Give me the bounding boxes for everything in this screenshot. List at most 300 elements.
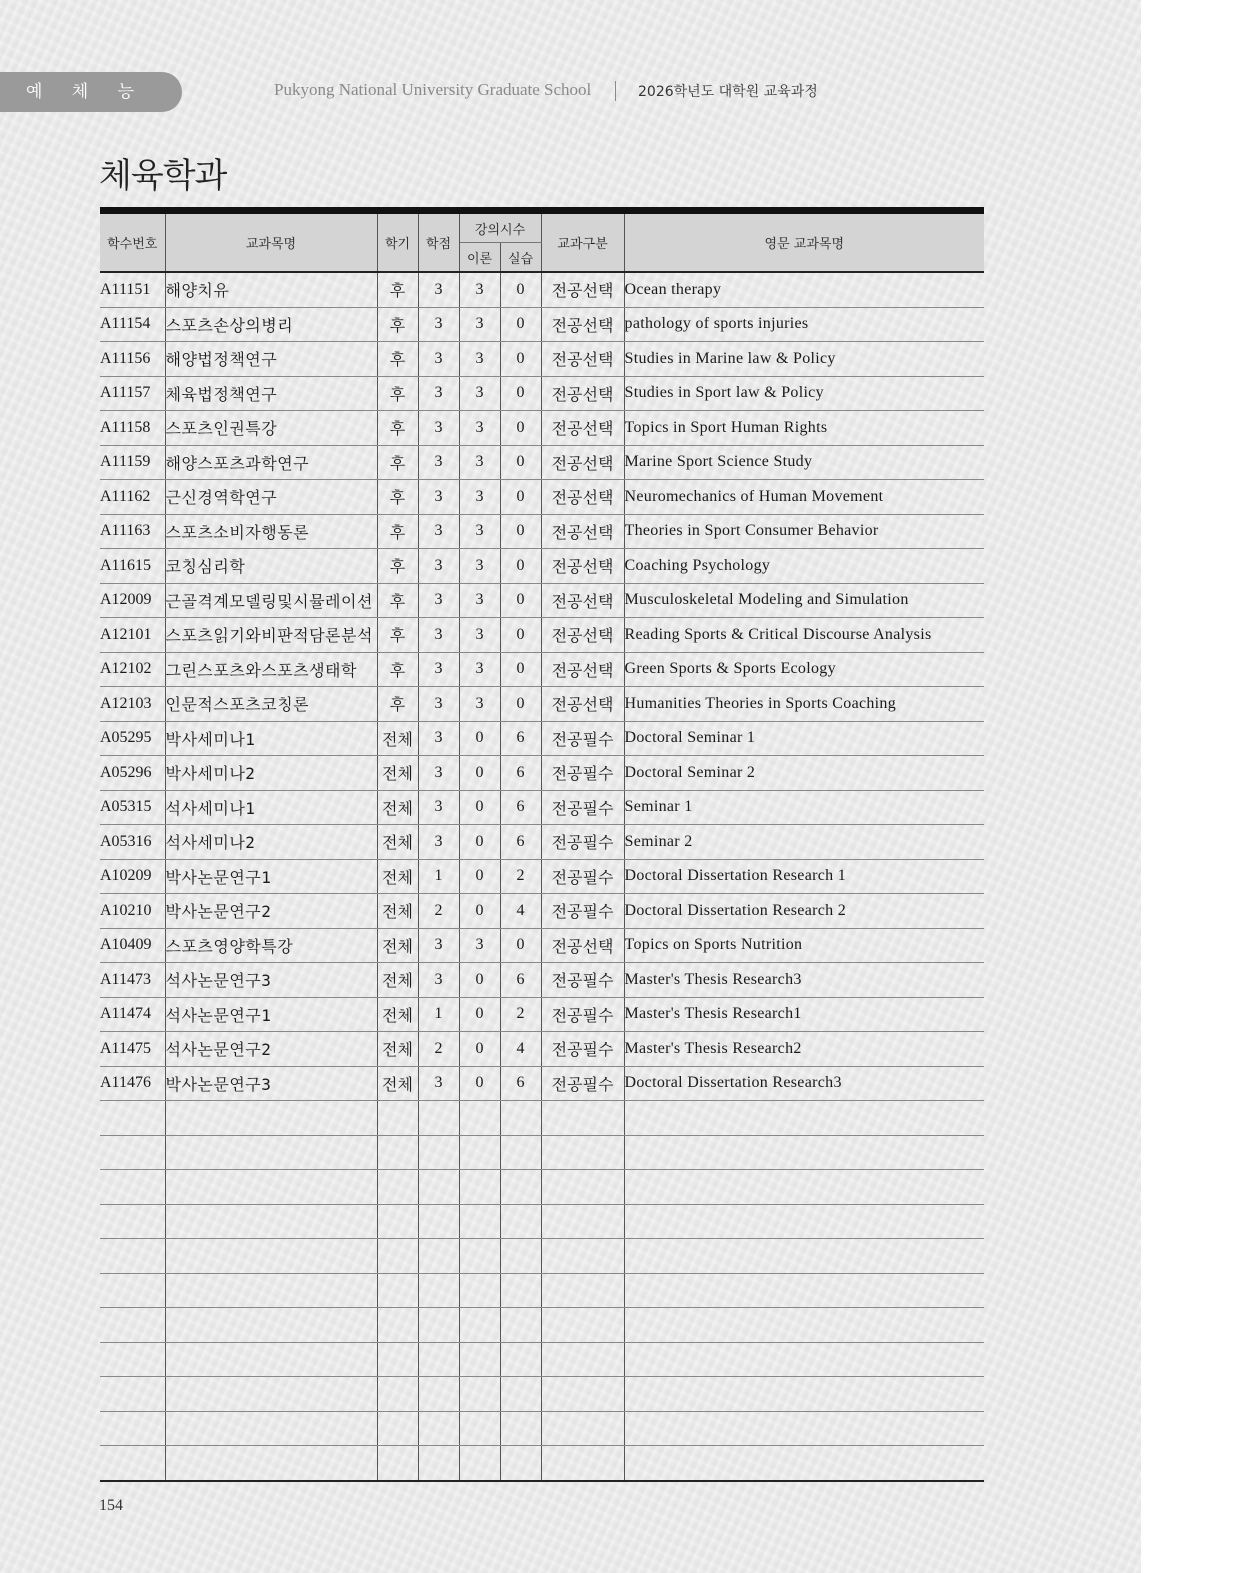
empty-cell bbox=[418, 1204, 459, 1239]
empty-cell bbox=[165, 1308, 377, 1343]
course-category: 전공선택 bbox=[541, 583, 624, 618]
empty-cell bbox=[541, 1411, 624, 1446]
course-name-ko: 박사세미나1 bbox=[165, 721, 377, 756]
course-semester: 후 bbox=[377, 687, 418, 722]
empty-cell bbox=[165, 1204, 377, 1239]
course-theory-hours: 3 bbox=[459, 411, 500, 446]
table-row bbox=[100, 376, 984, 411]
empty-cell bbox=[377, 1170, 418, 1205]
course-theory-hours: 3 bbox=[459, 652, 500, 687]
course-theory-hours: 3 bbox=[459, 514, 500, 549]
course-code: A05315 bbox=[100, 790, 165, 825]
empty-cell bbox=[624, 1377, 984, 1412]
course-practice-hours: 6 bbox=[500, 825, 541, 860]
empty-cell bbox=[418, 1101, 459, 1136]
course-credits: 3 bbox=[418, 272, 459, 307]
course-code: A11476 bbox=[100, 1066, 165, 1101]
empty-cell bbox=[541, 1101, 624, 1136]
empty-cell bbox=[377, 1342, 418, 1377]
course-name-ko: 석사논문연구2 bbox=[165, 1032, 377, 1067]
table-row bbox=[100, 1032, 984, 1067]
table-row bbox=[100, 445, 984, 480]
course-semester: 후 bbox=[377, 307, 418, 342]
header-category: 교과구분 bbox=[541, 211, 624, 273]
course-name-ko: 스포츠소비자행동론 bbox=[165, 514, 377, 549]
course-name-ko: 해양법정책연구 bbox=[165, 342, 377, 377]
course-category: 전공선택 bbox=[541, 514, 624, 549]
course-semester: 전체 bbox=[377, 721, 418, 756]
course-category: 전공필수 bbox=[541, 1066, 624, 1101]
course-name-en: Musculoskeletal Modeling and Simulation bbox=[624, 583, 984, 618]
header-credits: 학점 bbox=[418, 211, 459, 273]
table-row bbox=[100, 514, 984, 549]
course-category: 전공선택 bbox=[541, 376, 624, 411]
empty-cell bbox=[459, 1377, 500, 1412]
empty-cell bbox=[500, 1377, 541, 1412]
course-code: A12103 bbox=[100, 687, 165, 722]
empty-cell bbox=[624, 1239, 984, 1274]
course-semester: 전체 bbox=[377, 997, 418, 1032]
empty-row bbox=[100, 1342, 984, 1377]
empty-cell bbox=[377, 1273, 418, 1308]
empty-cell bbox=[165, 1446, 377, 1481]
empty-row bbox=[100, 1204, 984, 1239]
course-name-en: Doctoral Dissertation Research3 bbox=[624, 1066, 984, 1101]
empty-cell bbox=[459, 1101, 500, 1136]
course-semester: 후 bbox=[377, 549, 418, 584]
course-category: 전공필수 bbox=[541, 721, 624, 756]
course-semester: 후 bbox=[377, 652, 418, 687]
course-category: 전공필수 bbox=[541, 997, 624, 1032]
course-credits: 3 bbox=[418, 307, 459, 342]
empty-cell bbox=[100, 1204, 165, 1239]
course-theory-hours: 3 bbox=[459, 583, 500, 618]
table-row bbox=[100, 307, 984, 342]
empty-cell bbox=[418, 1342, 459, 1377]
empty-cell bbox=[100, 1377, 165, 1412]
course-category: 전공선택 bbox=[541, 928, 624, 963]
course-code: A11473 bbox=[100, 963, 165, 998]
course-category: 전공선택 bbox=[541, 618, 624, 653]
table-body bbox=[100, 272, 984, 1481]
course-practice-hours: 6 bbox=[500, 756, 541, 791]
empty-cell bbox=[541, 1170, 624, 1205]
empty-row bbox=[100, 1273, 984, 1308]
course-category: 전공필수 bbox=[541, 756, 624, 791]
course-credits: 1 bbox=[418, 997, 459, 1032]
empty-cell bbox=[624, 1204, 984, 1239]
course-credits: 3 bbox=[418, 687, 459, 722]
course-name-en: Neuromechanics of Human Movement bbox=[624, 480, 984, 515]
empty-row bbox=[100, 1101, 984, 1136]
header-theory: 이론 bbox=[459, 243, 500, 273]
course-name-en: Doctoral Seminar 2 bbox=[624, 756, 984, 791]
empty-cell bbox=[541, 1446, 624, 1481]
course-name-en: pathology of sports injuries bbox=[624, 307, 984, 342]
empty-cell bbox=[377, 1446, 418, 1481]
empty-cell bbox=[500, 1170, 541, 1205]
course-code: A11475 bbox=[100, 1032, 165, 1067]
empty-cell bbox=[624, 1308, 984, 1343]
course-credits: 1 bbox=[418, 859, 459, 894]
course-practice-hours: 0 bbox=[500, 445, 541, 480]
header-divider bbox=[615, 81, 616, 101]
course-practice-hours: 0 bbox=[500, 618, 541, 653]
empty-cell bbox=[541, 1273, 624, 1308]
course-category: 전공필수 bbox=[541, 963, 624, 998]
school-name: Pukyong National University Graduate School bbox=[274, 80, 592, 99]
empty-row bbox=[100, 1135, 984, 1170]
page-number: 154 bbox=[99, 1497, 123, 1514]
course-name-ko: 석사논문연구1 bbox=[165, 997, 377, 1032]
course-name-en: Master's Thesis Research2 bbox=[624, 1032, 984, 1067]
course-name-en: Studies in Marine law & Policy bbox=[624, 342, 984, 377]
empty-cell bbox=[100, 1170, 165, 1205]
course-name-en: Ocean therapy bbox=[624, 272, 984, 307]
empty-cell bbox=[459, 1342, 500, 1377]
course-credits: 3 bbox=[418, 480, 459, 515]
course-practice-hours: 4 bbox=[500, 894, 541, 929]
empty-cell bbox=[100, 1342, 165, 1377]
course-practice-hours: 0 bbox=[500, 514, 541, 549]
course-credits: 3 bbox=[418, 790, 459, 825]
empty-cell bbox=[541, 1204, 624, 1239]
table-row bbox=[100, 272, 984, 307]
course-theory-hours: 3 bbox=[459, 445, 500, 480]
course-practice-hours: 0 bbox=[500, 342, 541, 377]
course-name-ko: 스포츠인권특강 bbox=[165, 411, 377, 446]
empty-cell bbox=[500, 1135, 541, 1170]
empty-row bbox=[100, 1308, 984, 1343]
course-name-en: Marine Sport Science Study bbox=[624, 445, 984, 480]
empty-cell bbox=[418, 1273, 459, 1308]
empty-cell bbox=[377, 1411, 418, 1446]
empty-cell bbox=[500, 1204, 541, 1239]
course-practice-hours: 6 bbox=[500, 721, 541, 756]
course-name-ko: 박사논문연구3 bbox=[165, 1066, 377, 1101]
empty-cell bbox=[541, 1239, 624, 1274]
course-semester: 전체 bbox=[377, 963, 418, 998]
course-credits: 3 bbox=[418, 652, 459, 687]
course-name-en: Doctoral Dissertation Research 2 bbox=[624, 894, 984, 929]
course-code: A11157 bbox=[100, 376, 165, 411]
course-name-ko: 해양스포츠과학연구 bbox=[165, 445, 377, 480]
table-row bbox=[100, 342, 984, 377]
course-credits: 3 bbox=[418, 825, 459, 860]
course-name-en: Coaching Psychology bbox=[624, 549, 984, 584]
empty-cell bbox=[100, 1135, 165, 1170]
course-name-ko: 코칭심리학 bbox=[165, 549, 377, 584]
course-credits: 3 bbox=[418, 549, 459, 584]
empty-cell bbox=[100, 1308, 165, 1343]
course-code: A12102 bbox=[100, 652, 165, 687]
course-semester: 전체 bbox=[377, 928, 418, 963]
course-name-en: Green Sports & Sports Ecology bbox=[624, 652, 984, 687]
empty-cell bbox=[500, 1308, 541, 1343]
course-category: 전공선택 bbox=[541, 411, 624, 446]
empty-cell bbox=[459, 1446, 500, 1481]
course-name-en: Master's Thesis Research1 bbox=[624, 997, 984, 1032]
course-practice-hours: 0 bbox=[500, 376, 541, 411]
course-credits: 3 bbox=[418, 928, 459, 963]
empty-cell bbox=[165, 1135, 377, 1170]
course-theory-hours: 3 bbox=[459, 342, 500, 377]
course-category: 전공필수 bbox=[541, 1032, 624, 1067]
empty-cell bbox=[377, 1101, 418, 1136]
course-code: A05295 bbox=[100, 721, 165, 756]
empty-cell bbox=[165, 1273, 377, 1308]
empty-cell bbox=[541, 1342, 624, 1377]
course-practice-hours: 0 bbox=[500, 652, 541, 687]
empty-cell bbox=[165, 1377, 377, 1412]
course-practice-hours: 0 bbox=[500, 549, 541, 584]
empty-cell bbox=[500, 1342, 541, 1377]
course-credits: 3 bbox=[418, 756, 459, 791]
course-practice-hours: 0 bbox=[500, 480, 541, 515]
course-theory-hours: 0 bbox=[459, 790, 500, 825]
empty-cell bbox=[500, 1411, 541, 1446]
course-theory-hours: 0 bbox=[459, 894, 500, 929]
table-row bbox=[100, 583, 984, 618]
course-category: 전공선택 bbox=[541, 549, 624, 584]
empty-cell bbox=[377, 1239, 418, 1274]
course-name-en: Theories in Sport Consumer Behavior bbox=[624, 514, 984, 549]
course-credits: 3 bbox=[418, 411, 459, 446]
course-practice-hours: 0 bbox=[500, 928, 541, 963]
course-theory-hours: 0 bbox=[459, 756, 500, 791]
course-category: 전공선택 bbox=[541, 445, 624, 480]
empty-cell bbox=[541, 1377, 624, 1412]
header-code: 학수번호 bbox=[100, 211, 165, 273]
course-name-en: Master's Thesis Research3 bbox=[624, 963, 984, 998]
course-name-en: Reading Sports & Critical Discourse Analysis bbox=[624, 618, 984, 653]
empty-cell bbox=[418, 1308, 459, 1343]
empty-cell bbox=[500, 1446, 541, 1481]
empty-cell bbox=[459, 1411, 500, 1446]
course-credits: 3 bbox=[418, 963, 459, 998]
empty-cell bbox=[624, 1273, 984, 1308]
course-credits: 3 bbox=[418, 1066, 459, 1101]
course-code: A11151 bbox=[100, 272, 165, 307]
course-semester: 후 bbox=[377, 411, 418, 446]
course-name-ko: 스포츠손상의병리 bbox=[165, 307, 377, 342]
table-row bbox=[100, 790, 984, 825]
table-header bbox=[100, 211, 984, 273]
empty-row bbox=[100, 1239, 984, 1274]
course-theory-hours: 0 bbox=[459, 825, 500, 860]
empty-cell bbox=[418, 1239, 459, 1274]
course-category: 전공선택 bbox=[541, 687, 624, 722]
empty-cell bbox=[624, 1342, 984, 1377]
course-semester: 후 bbox=[377, 583, 418, 618]
empty-row bbox=[100, 1446, 984, 1481]
empty-cell bbox=[100, 1446, 165, 1481]
table-row bbox=[100, 963, 984, 998]
course-credits: 3 bbox=[418, 721, 459, 756]
course-semester: 전체 bbox=[377, 894, 418, 929]
course-name-ko: 근신경역학연구 bbox=[165, 480, 377, 515]
table-row bbox=[100, 1066, 984, 1101]
course-semester: 전체 bbox=[377, 1032, 418, 1067]
header-semester: 학기 bbox=[377, 211, 418, 273]
course-semester: 후 bbox=[377, 445, 418, 480]
empty-cell bbox=[418, 1411, 459, 1446]
empty-row bbox=[100, 1411, 984, 1446]
course-code: A11162 bbox=[100, 480, 165, 515]
course-code: A11159 bbox=[100, 445, 165, 480]
empty-cell bbox=[165, 1239, 377, 1274]
course-semester: 전체 bbox=[377, 825, 418, 860]
empty-cell bbox=[500, 1101, 541, 1136]
empty-cell bbox=[459, 1135, 500, 1170]
empty-cell bbox=[418, 1446, 459, 1481]
course-name-ko: 인문적스포츠코칭론 bbox=[165, 687, 377, 722]
course-code: A12009 bbox=[100, 583, 165, 618]
course-category: 전공필수 bbox=[541, 894, 624, 929]
course-practice-hours: 6 bbox=[500, 790, 541, 825]
course-code: A11163 bbox=[100, 514, 165, 549]
course-name-en: Humanities Theories in Sports Coaching bbox=[624, 687, 984, 722]
header-hours: 강의시수 bbox=[459, 211, 541, 243]
course-theory-hours: 0 bbox=[459, 721, 500, 756]
course-category: 전공필수 bbox=[541, 825, 624, 860]
table-row bbox=[100, 411, 984, 446]
course-category: 전공선택 bbox=[541, 652, 624, 687]
empty-cell bbox=[624, 1446, 984, 1481]
course-code: A11154 bbox=[100, 307, 165, 342]
table-row bbox=[100, 480, 984, 515]
empty-cell bbox=[500, 1273, 541, 1308]
empty-cell bbox=[500, 1239, 541, 1274]
empty-cell bbox=[459, 1308, 500, 1343]
course-code: A12101 bbox=[100, 618, 165, 653]
course-category: 전공필수 bbox=[541, 859, 624, 894]
table-row bbox=[100, 859, 984, 894]
course-semester: 후 bbox=[377, 480, 418, 515]
table-row bbox=[100, 687, 984, 722]
course-category: 전공선택 bbox=[541, 342, 624, 377]
course-theory-hours: 3 bbox=[459, 618, 500, 653]
course-category: 전공선택 bbox=[541, 272, 624, 307]
empty-cell bbox=[165, 1170, 377, 1205]
empty-cell bbox=[418, 1170, 459, 1205]
course-practice-hours: 6 bbox=[500, 963, 541, 998]
course-name-en: Studies in Sport law & Policy bbox=[624, 376, 984, 411]
empty-cell bbox=[459, 1170, 500, 1205]
empty-cell bbox=[418, 1377, 459, 1412]
empty-cell bbox=[100, 1101, 165, 1136]
empty-cell bbox=[100, 1411, 165, 1446]
header-name-en: 영문 교과목명 bbox=[624, 211, 984, 273]
course-practice-hours: 0 bbox=[500, 272, 541, 307]
course-name-en: Seminar 2 bbox=[624, 825, 984, 860]
course-semester: 전체 bbox=[377, 790, 418, 825]
course-practice-hours: 0 bbox=[500, 411, 541, 446]
course-code: A11615 bbox=[100, 549, 165, 584]
course-category: 전공선택 bbox=[541, 480, 624, 515]
course-code: A11474 bbox=[100, 997, 165, 1032]
empty-cell bbox=[165, 1342, 377, 1377]
empty-cell bbox=[459, 1204, 500, 1239]
empty-cell bbox=[377, 1377, 418, 1412]
course-code: A10409 bbox=[100, 928, 165, 963]
course-name-ko: 근골격계모델링및시뮬레이션 bbox=[165, 583, 377, 618]
course-name-en: Doctoral Seminar 1 bbox=[624, 721, 984, 756]
course-credits: 3 bbox=[418, 618, 459, 653]
course-credits: 3 bbox=[418, 445, 459, 480]
table-row bbox=[100, 618, 984, 653]
course-theory-hours: 3 bbox=[459, 549, 500, 584]
course-theory-hours: 0 bbox=[459, 1066, 500, 1101]
table-row bbox=[100, 894, 984, 929]
course-code: A11156 bbox=[100, 342, 165, 377]
course-semester: 전체 bbox=[377, 756, 418, 791]
course-theory-hours: 0 bbox=[459, 963, 500, 998]
course-credits: 2 bbox=[418, 894, 459, 929]
header-practice: 실습 bbox=[500, 243, 541, 273]
course-name-ko: 그린스포츠와스포츠생태학 bbox=[165, 652, 377, 687]
empty-cell bbox=[100, 1239, 165, 1274]
empty-cell bbox=[165, 1411, 377, 1446]
empty-cell bbox=[624, 1170, 984, 1205]
course-name-ko: 스포츠읽기와비판적담론분석 bbox=[165, 618, 377, 653]
empty-row bbox=[100, 1377, 984, 1412]
course-name-ko: 석사논문연구3 bbox=[165, 963, 377, 998]
catalog-title: 2026학년도 대학원 교육과정 bbox=[638, 84, 818, 100]
course-semester: 후 bbox=[377, 618, 418, 653]
course-code: A10210 bbox=[100, 894, 165, 929]
empty-row bbox=[100, 1170, 984, 1205]
course-category: 전공필수 bbox=[541, 790, 624, 825]
course-credits: 3 bbox=[418, 514, 459, 549]
course-practice-hours: 4 bbox=[500, 1032, 541, 1067]
empty-cell bbox=[624, 1101, 984, 1136]
table-row bbox=[100, 721, 984, 756]
course-semester: 전체 bbox=[377, 859, 418, 894]
course-name-en: Topics in Sport Human Rights bbox=[624, 411, 984, 446]
course-theory-hours: 3 bbox=[459, 272, 500, 307]
course-theory-hours: 3 bbox=[459, 687, 500, 722]
header-name-ko: 교과목명 bbox=[165, 211, 377, 273]
course-name-ko: 박사세미나2 bbox=[165, 756, 377, 791]
table-row bbox=[100, 549, 984, 584]
course-semester: 후 bbox=[377, 272, 418, 307]
course-semester: 전체 bbox=[377, 1066, 418, 1101]
course-theory-hours: 3 bbox=[459, 928, 500, 963]
table-row bbox=[100, 756, 984, 791]
empty-cell bbox=[624, 1411, 984, 1446]
course-practice-hours: 2 bbox=[500, 997, 541, 1032]
table-row bbox=[100, 825, 984, 860]
course-theory-hours: 0 bbox=[459, 997, 500, 1032]
course-theory-hours: 3 bbox=[459, 480, 500, 515]
course-name-en: Doctoral Dissertation Research 1 bbox=[624, 859, 984, 894]
course-name-ko: 체육법정책연구 bbox=[165, 376, 377, 411]
course-practice-hours: 2 bbox=[500, 859, 541, 894]
course-name-ko: 해양치유 bbox=[165, 272, 377, 307]
course-semester: 후 bbox=[377, 514, 418, 549]
course-code: A05296 bbox=[100, 756, 165, 791]
course-name-en: Topics on Sports Nutrition bbox=[624, 928, 984, 963]
course-credits: 3 bbox=[418, 342, 459, 377]
course-name-ko: 박사논문연구1 bbox=[165, 859, 377, 894]
course-theory-hours: 0 bbox=[459, 1032, 500, 1067]
empty-cell bbox=[459, 1239, 500, 1274]
empty-cell bbox=[459, 1273, 500, 1308]
empty-cell bbox=[100, 1273, 165, 1308]
course-practice-hours: 0 bbox=[500, 583, 541, 618]
course-theory-hours: 3 bbox=[459, 376, 500, 411]
